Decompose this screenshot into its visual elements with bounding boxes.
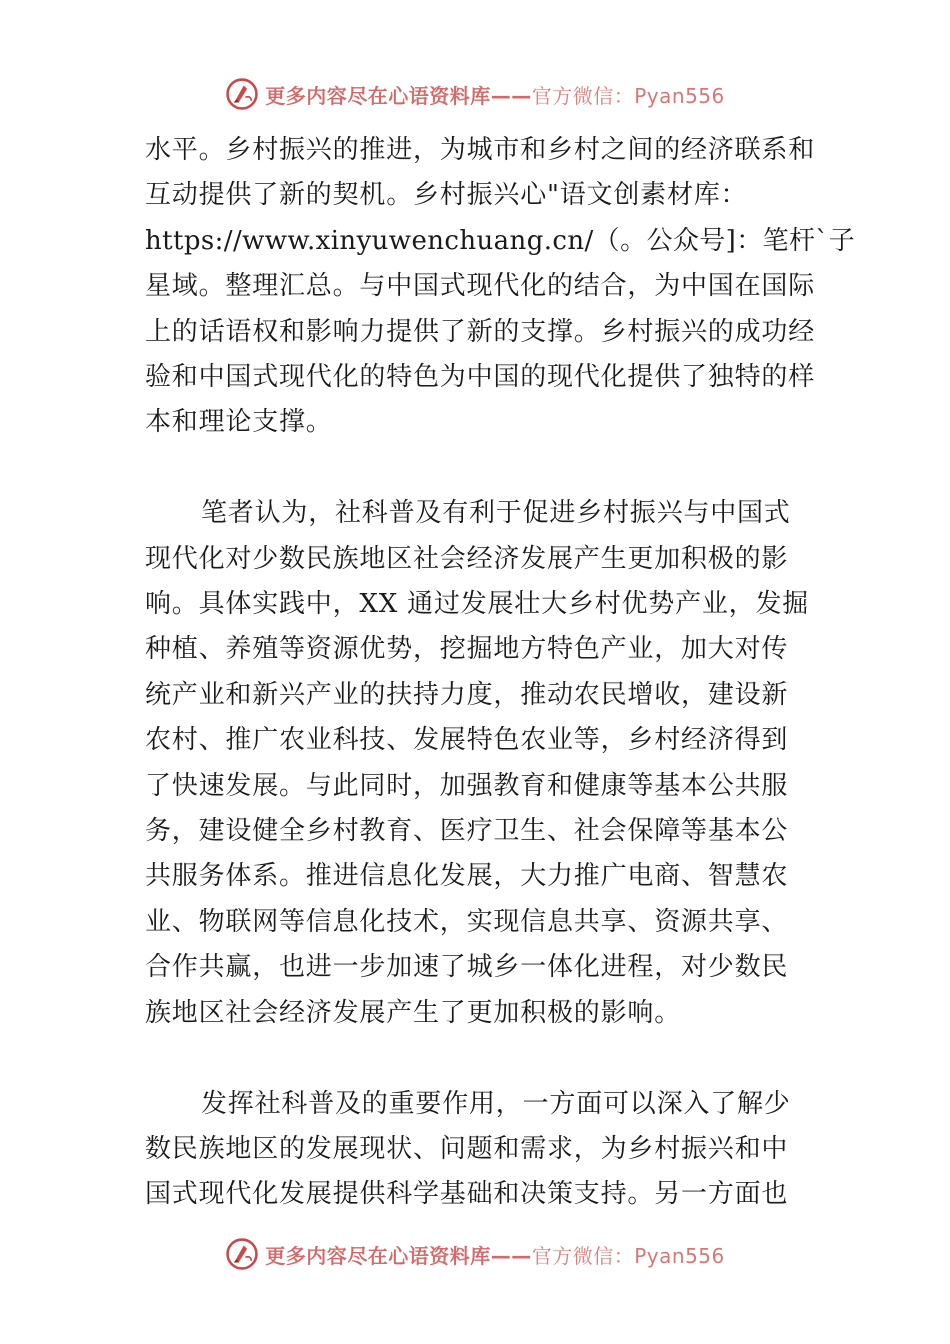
text-line: 互动提供了新的契机。乡村振兴心"语文创素材库： [145, 180, 748, 211]
text-line: 了快速发展。与此同时，加强教育和健康等基本公共服 [145, 770, 789, 801]
text-line: 务，建设健全乡村教育、医疗卫生、社会保障等基本公 [145, 816, 789, 847]
paragraph-1 [145, 128, 856, 446]
paragraph-gap [145, 1036, 825, 1081]
banner-wechat-label: 官方微信： [531, 1243, 635, 1268]
text-line: 上的话语权和影响力提供了新的支撑。乡村振兴的成功经 [145, 316, 816, 347]
text-line: 本和理论支撑。 [145, 407, 333, 438]
text-line: 统产业和新兴产业的扶持力度，推动农民增收，建设新 [145, 679, 789, 710]
text-line: 发挥社科普及的重要作用，一方面可以深入了解少 [201, 1088, 791, 1119]
text-line: 族地区社会经济发展产生了更加积极的影响。 [145, 997, 682, 1028]
text-line: 农村、推广农业科技、发展特色农业等，乡村经济得到 [145, 725, 789, 756]
text-line: 星域。整理汇总。与中国式现代化的结合，为中国在国际 [145, 271, 816, 302]
text-line: 合作共赢，也进一步加速了城乡一体化进程，对少数民 [145, 952, 789, 983]
banner-wechat-id: Pyan556 [634, 1243, 725, 1268]
banner-dash: —— [490, 1243, 532, 1268]
footer-banner [0, 1232, 950, 1276]
banner-wechat-id: Pyan556 [634, 83, 725, 108]
banner-text [265, 1240, 725, 1269]
banner-title: 更多内容尽在心语资料库 [265, 1243, 491, 1268]
text-line: 水平。乡村振兴的推进，为城市和乡村之间的经济联系和 [145, 135, 816, 165]
brand-logo-icon [225, 77, 259, 111]
banner-title: 更多内容尽在心语资料库 [265, 83, 491, 108]
text-line: 数民族地区的发展现状、问题和需求，为乡村振兴和中 [145, 1133, 789, 1164]
paragraph-3 [145, 1082, 825, 1218]
text-line: 国式现代化发展提供科学基础和决策支持。另一方面也 [145, 1179, 789, 1210]
text-line: 笔者认为，社科普及有利于促进乡村振兴与中国式 [201, 498, 791, 529]
banner-dash: —— [490, 83, 532, 108]
paragraph-2 [145, 491, 825, 1036]
paragraph-gap [145, 446, 825, 491]
banner-text [265, 80, 725, 109]
text-line: 共服务体系。推进信息化发展，大力推广电商、智慧农 [145, 861, 789, 892]
text-line: 验和中国式现代化的特色为中国的现代化提供了独特的样 [145, 362, 816, 393]
document-body [145, 128, 856, 1218]
header-banner [0, 72, 950, 116]
brand-logo-icon [225, 1237, 259, 1271]
text-line: 业、物联网等信息化技术，实现信息共享、资源共享、 [145, 906, 789, 937]
text-line: 响。具体实践中，XX 通过发展壮大乡村优势产业，发掘 [145, 589, 810, 620]
text-line: 现代化对少数民族地区社会经济发展产生更加积极的影 [145, 543, 789, 574]
text-line: 种植、养殖等资源优势，挖掘地方特色产业，加大对传 [145, 634, 789, 665]
text-line-url: https://www.xinyuwenchuang.cn/（。公众号]：笔杆`子 [145, 225, 856, 256]
banner-wechat-label: 官方微信： [531, 83, 635, 108]
